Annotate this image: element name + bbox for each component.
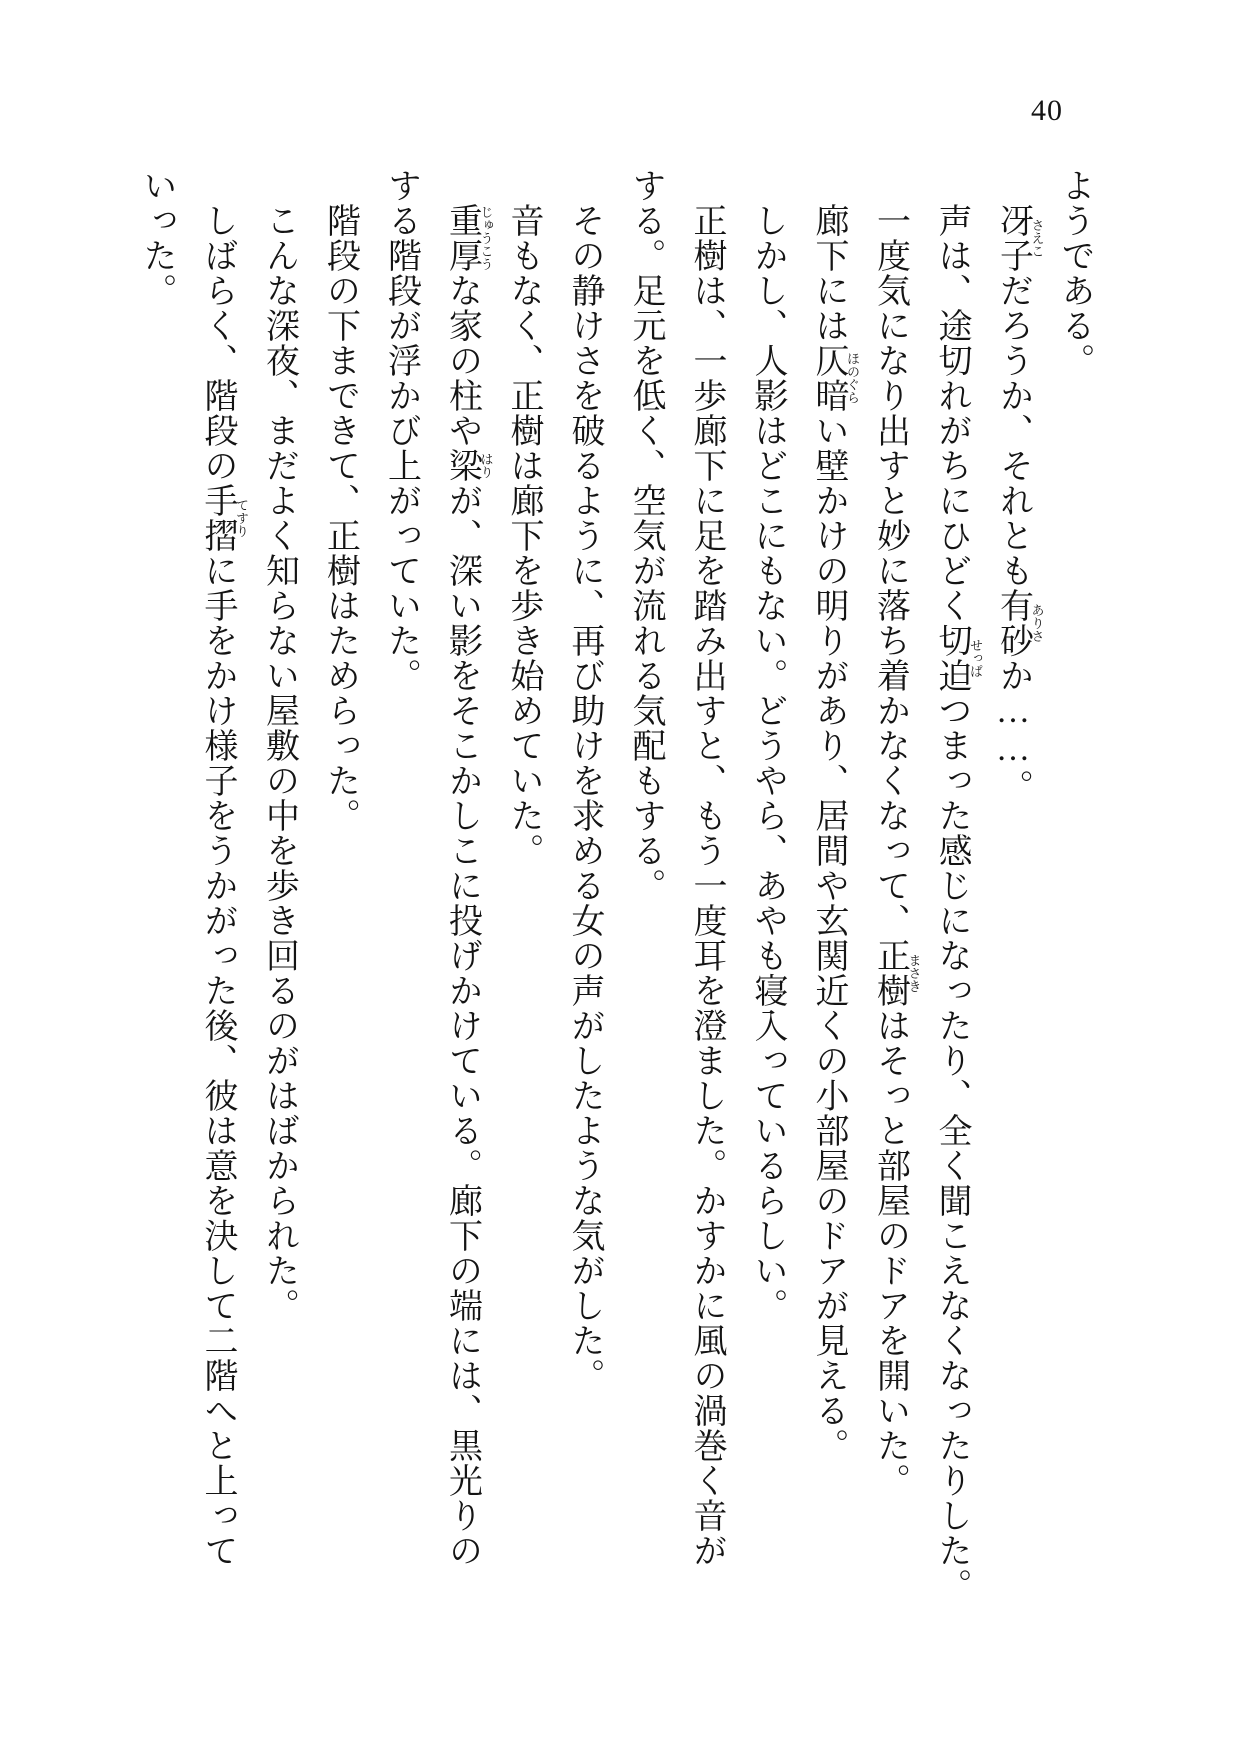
furigana-annotation: 手摺てすり [199,483,249,553]
text-column: 一度気になり出すと妙に落ち着かなくなって、正樹まさきはそっと部屋のドアを開いた。 [871,203,922,1498]
text-column: 冴子さえこだろうか、それとも有砂ありさか……。 [994,203,1045,804]
text-column: 廊下には仄暗ほのぐらい壁かけの明りがあり、居間や玄関近くの小部屋のドアが見える。 [810,203,860,1463]
furigana-annotation: 切迫せっぱ [933,623,983,693]
furigana-annotation: 正樹まさき [871,938,922,1008]
furigana-annotation: 重厚じゅうこう [443,203,494,273]
text-block [126,168,1105,1618]
text-column: ようである。 [1056,168,1093,378]
text-column: しばらく、階段の手摺てすりに手をかけ様子をうかがった後、彼は意を決して二階へと上って [199,203,249,1568]
text-column: こんな深夜、まだよく知らない屋敷の中を歩き回るのがはばかられた。 [260,203,298,1323]
furigana-annotation: 梁はり [443,448,494,483]
text-column: 声は、途切れがちにひどく切迫せっぱつまった感じになったり、全く聞こえなくなったりした。 [933,203,983,1603]
text-column: 音もなく、正樹は廊下を歩き始めていた。 [505,203,542,868]
text-column: 重厚じゅうこうな家の柱や梁はりが、深い影をそこかしこに投げかけている。廊下の端には、黒光りの [443,203,494,1568]
furigana-annotation: 冴子さえこ [994,203,1045,273]
text-column: その静けさを破るように、再び助けを求める女の声がしたような気がした。 [566,203,603,1393]
text-column: いった。 [138,168,175,308]
text-column: する階段が浮かび上がっていた。 [382,168,420,693]
page-number: 40 [1031,94,1063,127]
text-column: しかし、人影はどこにもない。どうやら、あやも寝入っているらしい。 [749,203,786,1323]
furigana-annotation: 有砂ありさ [994,588,1045,658]
text-column: する。足元を低く、空気が流れる気配もする。 [627,168,664,903]
text-column: 正樹は、一歩廊下に足を踏み出すと、もう一度耳を澄ました。かすかに風の渦巻く音が [688,203,725,1568]
text-column: 階段の下まできて、正樹はためらった。 [321,203,359,833]
furigana-annotation: 仄暗ほのぐら [810,343,860,413]
